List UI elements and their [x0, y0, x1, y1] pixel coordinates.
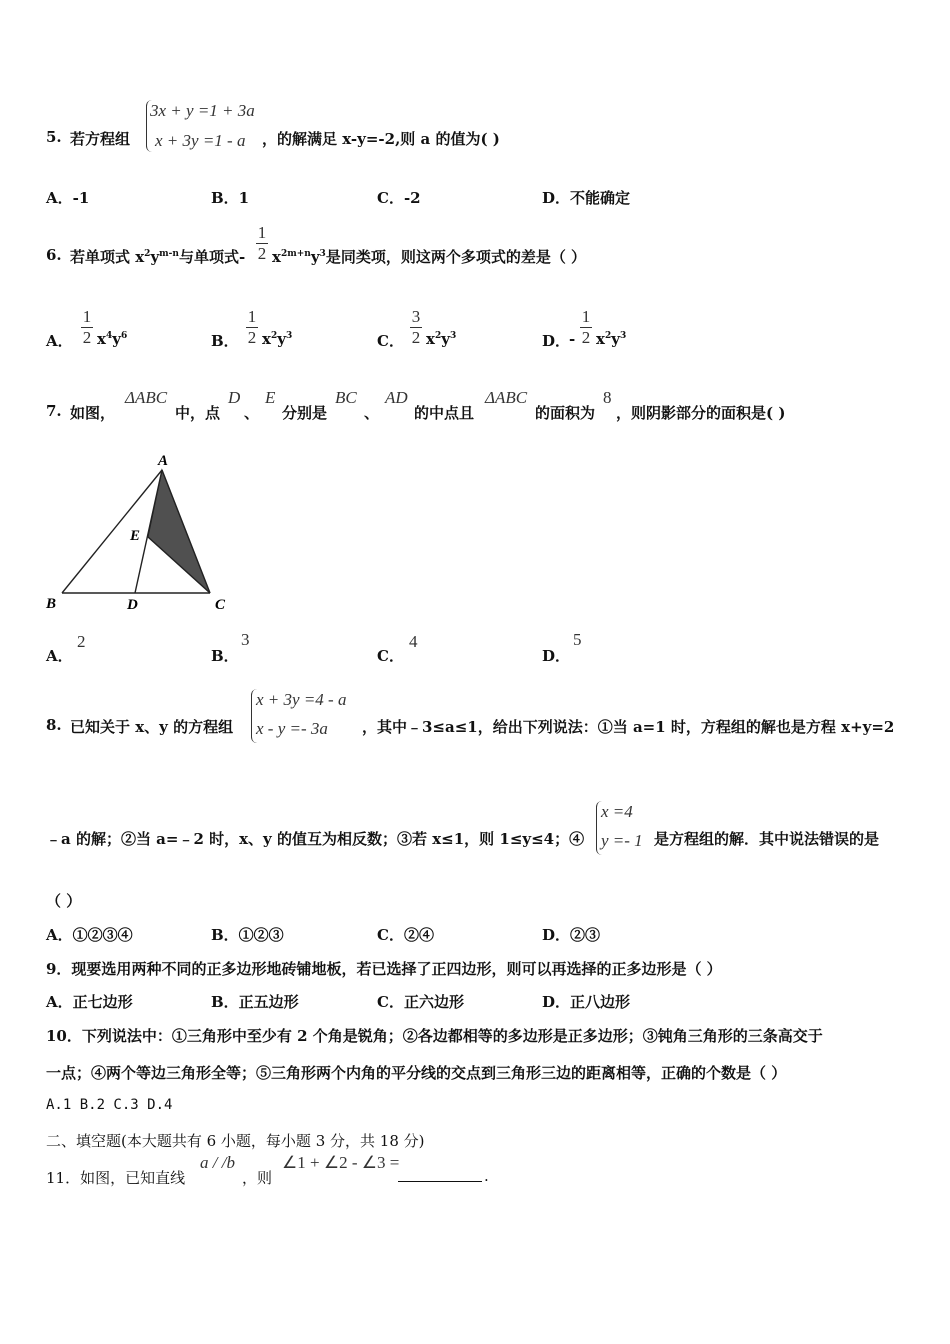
q6-option-a-label: A．: [46, 332, 73, 350]
q6-option-b-term: $x^2y^3$: [262, 330, 293, 348]
q7-math-abc-1: ΔABC: [125, 388, 168, 407]
q6-option-b-label: B．: [211, 332, 239, 350]
q5-option-d: D．不能确定: [542, 189, 631, 207]
q7-math-e: E: [265, 388, 276, 407]
q11-answer-blank[interactable]: [398, 1167, 482, 1186]
q8-option-d: D．②③: [542, 926, 601, 944]
label-d: D: [127, 597, 138, 613]
q8-text-4: 是方程组的解．其中说法错误的是: [654, 830, 880, 848]
triangle-figure: [40, 445, 240, 620]
q8-text-5: （ ）: [46, 892, 82, 910]
q5-option-a: A．-1: [46, 189, 90, 207]
q6-option-d-term: $x^2y^3$: [596, 330, 627, 348]
q7-number: 7.: [46, 402, 62, 420]
q7-math-area: 8: [603, 388, 612, 407]
q6-option-d-fraction: 1 2: [581, 307, 591, 347]
q5-option-c: C．-2: [377, 189, 421, 207]
q8-option-a: A．①②③④: [46, 926, 133, 944]
q11-math-angles: ∠1 + ∠2 - ∠3 =: [282, 1153, 400, 1172]
q7-text-3: 、: [244, 404, 260, 422]
q9-option-a: A．正七边形: [46, 993, 133, 1011]
q7-option-b-label: B．: [211, 647, 239, 665]
q8-solution-2: y =- 1: [601, 831, 643, 850]
q6-option-b-fraction: 1 2: [247, 307, 257, 347]
q8-option-c: C．②④: [377, 926, 434, 944]
q11-text-1: 11．如图，已知直线: [46, 1169, 186, 1187]
label-e: E: [130, 528, 141, 544]
q6-fraction: 1 2: [257, 223, 267, 263]
label-c: C: [215, 597, 226, 613]
q7-text-2: 中，点: [175, 404, 221, 422]
q6-option-d-sign: -: [569, 330, 576, 348]
q9-option-b: B．正五边形: [211, 993, 299, 1011]
q5-equation-2: x + 3y =1 - a: [155, 131, 246, 150]
q5-equation-1: 3x + y =1 + 3a: [150, 101, 255, 120]
q5-number: 5.: [46, 128, 62, 146]
q6-option-a-fraction: 1 2: [82, 307, 92, 347]
q9-option-d: D．正八边形: [542, 993, 631, 1011]
q7-text-6: 的中点且: [414, 404, 475, 422]
q11-period: .: [484, 1167, 489, 1185]
q7-option-b-value: 3: [241, 630, 250, 649]
q6-option-c-label: C．: [377, 332, 404, 350]
q6-text: 若单项式 $x^2y^{m-n}$与单项式-: [70, 248, 246, 266]
q11-math-parallel: a / /b: [200, 1153, 235, 1172]
q7-text-8: ，则阴影部分的面积是( ): [616, 404, 786, 422]
label-a: A: [158, 453, 169, 469]
q8-equation-1: x + 3y =4 - a: [256, 690, 347, 709]
q7-math-bc: BC: [335, 388, 357, 407]
q10-line-2: 一点；④两个等边三角形全等；⑤三角形两个内角的平分线的交点到三角形三边的距离相等，正确的个数是（ ）: [46, 1064, 787, 1082]
q8-option-b: B．①②③: [211, 926, 284, 944]
q6-option-c-term: $x^2y^3$: [426, 330, 457, 348]
q7-option-a-label: A．: [46, 647, 73, 665]
q9-option-c: C．正六边形: [377, 993, 464, 1011]
q5-prefix: 若方程组: [70, 130, 131, 148]
q5-option-b: B．1: [211, 189, 250, 207]
q7-option-d-value: 5: [573, 630, 582, 649]
q7-option-c-label: C．: [377, 647, 404, 665]
q7-math-ad: AD: [385, 388, 408, 407]
q5-suffix: ，的解满足 x-y=-2,则 a 的值为( ): [262, 130, 500, 148]
q7-text-5: 、: [364, 404, 380, 422]
q6-text-2: $x^{2m+n}y^3$是同类项，则这两个多项式的差是（ ）: [272, 248, 587, 266]
q7-math-d: D: [228, 388, 241, 407]
q7-math-abc-2: ΔABC: [485, 388, 528, 407]
q11-text-2: ，则: [242, 1169, 273, 1187]
q6-option-d-label: D．: [542, 332, 571, 350]
q6-option-a-term: $x^4y^6$: [97, 330, 128, 348]
q8-number: 8.: [46, 716, 62, 734]
q8-equation-2: x - y =- 3a: [256, 719, 328, 738]
section-2-title: 二、填空题(本大题共有 6 小题，每小题 3 分，共 18 分): [46, 1132, 425, 1150]
label-b: B: [46, 596, 57, 612]
q7-text-7: 的面积为: [535, 404, 596, 422]
q7-option-a-value: 2: [77, 632, 86, 651]
q10-options: A.1 B.2 C.3 D.4: [46, 1097, 173, 1113]
q8-text-3: ﹣a 的解；②当 a=﹣2 时，x、y 的值互为相反数；③若 x≤1，则 1≤y≤4；④: [46, 830, 585, 848]
q10-line-1: 10．下列说法中：①三角形中至少有 2 个角是锐角；②各边都相等的多边形是正多边形；③钝角三角形的三条高交于: [46, 1027, 823, 1045]
q6-number: 6.: [46, 246, 62, 264]
q8-text-1: 已知关于 x、y 的方程组: [70, 718, 234, 736]
q8-solution-1: x =4: [601, 802, 633, 821]
q7-option-c-value: 4: [409, 632, 418, 651]
q9-text: 9．现要选用两种不同的正多边形地砖铺地板，若已选择了正四边形，则可以再选择的正多边形是（ ）: [46, 960, 722, 978]
q7-text-1: 如图，: [70, 404, 116, 422]
q7-option-d-label: D．: [542, 647, 571, 665]
q6-option-c-fraction: 3 2: [411, 307, 421, 347]
q8-text-2: ，其中﹣3≤a≤1，给出下列说法：①当 a=1 时，方程组的解也是方程 x+y=2: [362, 718, 895, 736]
q7-text-4: 分别是: [282, 404, 328, 422]
side-ab: [62, 470, 162, 593]
